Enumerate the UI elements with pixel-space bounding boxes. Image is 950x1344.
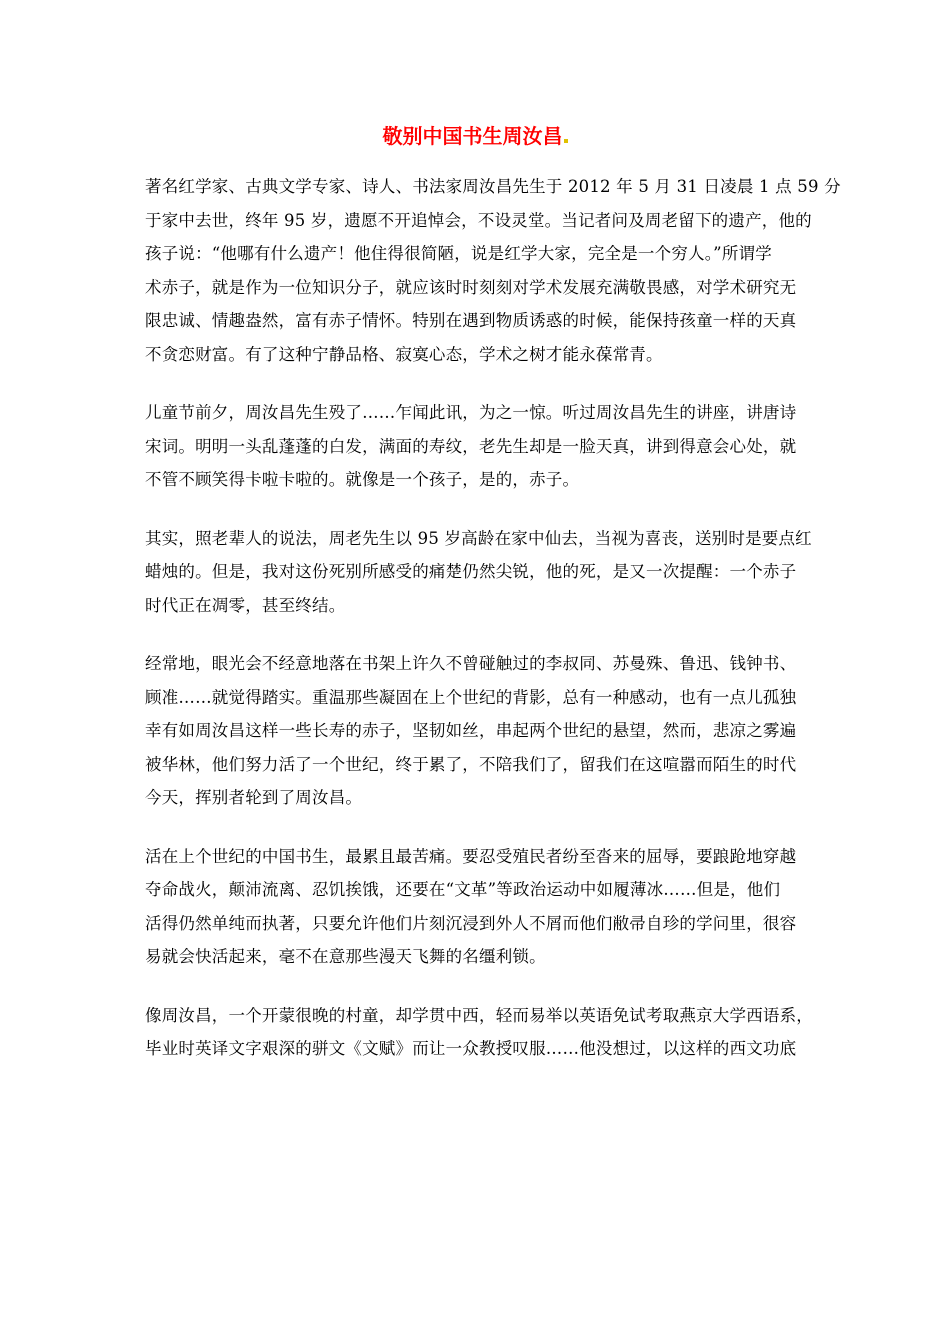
document-title	[0, 122, 950, 150]
paragraph	[145, 840, 815, 974]
paragraph-line: 宋词。明明一头乱蓬蓬的白发，满面的寿纹，老先生却是一脸天真，讲到得意会心处，就	[145, 436, 797, 456]
paragraph-line: 于家中去世，终年 95 岁，遗愿不开追悼会，不设灵堂。当记者问及周老留下的遗产，他的	[145, 210, 812, 230]
paragraph-line: 孩子说：“他哪有什么遗产！他住得很简陋，说是红学大家，完全是一个穷人。”所谓学	[145, 244, 772, 263]
paragraph	[145, 396, 815, 497]
title-marker-dot	[564, 139, 568, 143]
paragraph-line: 易就会快活起来，毫不在意那些漫天飞舞的名缰利锁。	[145, 947, 546, 966]
paragraph-line: 活在上个世纪的中国书生，最累且最苦痛。要忍受殖民者纷至沓来的屈辱，要踉跄地穿越	[145, 846, 797, 866]
paragraph-line: 术赤子，就是作为一位知识分子，就应该时时刻刻对学术发展充满敬畏感，对学术研究无	[145, 277, 797, 297]
paragraph-line: 夺命战火，颠沛流离、忍饥挨饿，还要在“文革”等政治运动中如履薄冰……但是，他们	[145, 880, 781, 899]
paragraph-line: 被华林，他们努力活了一个世纪，终于累了，不陪我们了，留我们在这喧嚣而陌生的时代	[145, 754, 797, 774]
paragraph-line: 像周汝昌，一个开蒙很晚的村童，却学贯中西，轻而易举以英语免试考取燕京大学西语系，	[145, 1005, 813, 1025]
paragraph-line: 顾准……就觉得踏实。重温那些凝固在上个世纪的背影，总有一种感动，也有一点儿孤独	[145, 687, 797, 707]
paragraph	[145, 999, 815, 1066]
paragraph-line: 著名红学家、古典文学专家、诗人、书法家周汝昌先生于 2012 年 5 月 31 日凌晨 1 点 59 分	[145, 177, 841, 196]
document-body	[145, 170, 841, 1091]
paragraph-line: 儿童节前夕，周汝昌先生殁了……乍闻此讯，为之一惊。听过周汝昌先生的讲座，讲唐诗	[145, 403, 797, 422]
paragraph-line: 其实，照老辈人的说法，周老先生以 95 岁高龄在家中仙去，当视为喜丧，送别时是要点红	[145, 528, 812, 548]
document-title-text: 敬别中国书生周汝昌	[382, 124, 563, 148]
paragraph	[145, 647, 815, 815]
paragraph-line: 限忠诚、情趣盎然，富有赤子情怀。特别在遇到物质诱惑的时候，能保持孩童一样的天真	[145, 311, 797, 330]
paragraph-line: 不贪恋财富。有了这种宁静品格、寂寞心态，学术之树才能永葆常青。	[145, 344, 663, 364]
paragraph-line: 不管不顾笑得卡啦卡啦的。就像是一个孩子，是的，赤子。	[145, 470, 580, 489]
paragraph-line: 幸有如周汝昌这样一些长寿的赤子，坚韧如丝，串起两个世纪的悬望，然而，悲凉之雾遍	[145, 721, 797, 740]
paragraph-line: 时代正在凋零，甚至终结。	[145, 595, 346, 615]
paragraph-line: 经常地，眼光会不经意地落在书架上许久不曾碰触过的李叔同、苏曼殊、鲁迅、钱钟书、	[145, 654, 797, 673]
paragraph-line: 活得仍然单纯而执著，只要允许他们片刻沉浸到外人不屑而他们敝帚自珍的学问里，很容	[145, 913, 797, 933]
paragraph	[145, 522, 815, 623]
paragraph-line: 毕业时英译文字艰深的骈文《文赋》而让一众教授叹服……他没想过，以这样的西文功底	[145, 1039, 797, 1058]
paragraph-line: 蜡烛的。但是，我对这份死别所感受的痛楚仍然尖锐，他的死，是又一次提醒：一个赤子	[145, 562, 797, 581]
paragraph-line: 今天，挥别者轮到了周汝昌。	[145, 788, 363, 807]
paragraph	[145, 170, 841, 371]
